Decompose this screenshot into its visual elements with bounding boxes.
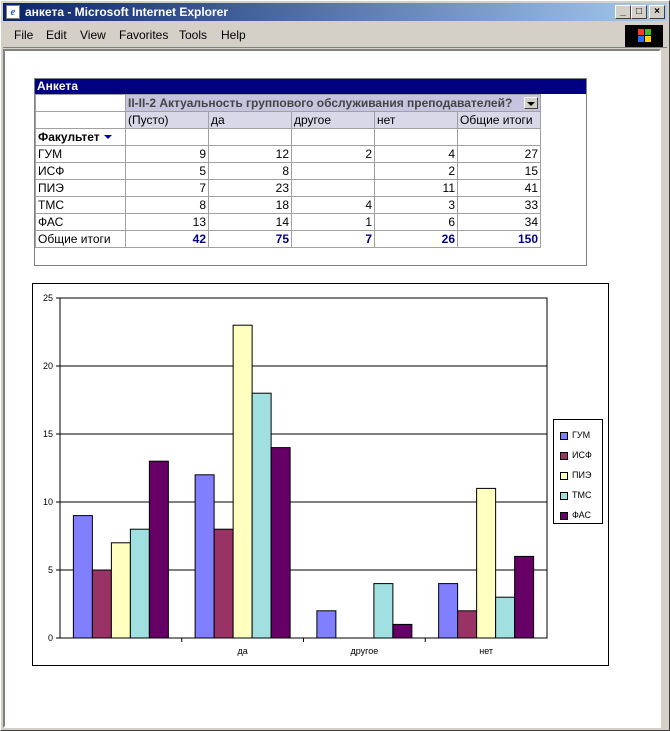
column-header: Общие итоги	[458, 112, 541, 129]
value-cell: 9	[126, 146, 209, 163]
legend-label: ФАС	[572, 510, 591, 520]
x-tick-label: другое	[350, 646, 379, 656]
table-row	[36, 163, 541, 180]
pivot-grid	[35, 94, 541, 248]
empty-cell	[292, 129, 375, 146]
legend-swatch	[560, 512, 568, 520]
value-cell: 12	[209, 146, 292, 163]
legend-swatch	[560, 492, 568, 500]
total-cell: 26	[375, 231, 458, 248]
value-cell: 7	[126, 180, 209, 197]
row-label: ИСФ	[36, 163, 126, 180]
row-label: ПИЭ	[36, 180, 126, 197]
column-header: другое	[292, 112, 375, 129]
bar	[195, 475, 214, 638]
table-row	[36, 146, 541, 163]
row-label: ТМС	[36, 197, 126, 214]
legend-swatch	[560, 452, 568, 460]
menu-favorites[interactable]: Favorites	[119, 28, 169, 42]
windows-logo-icon	[625, 25, 663, 47]
empty-cell	[458, 129, 541, 146]
value-cell: 33	[458, 197, 541, 214]
y-tick-label: 5	[47, 565, 53, 575]
value-cell: 27	[458, 146, 541, 163]
empty-cell	[126, 129, 209, 146]
menu-tools[interactable]: Tools	[179, 28, 208, 42]
value-cell	[292, 180, 375, 197]
chart	[32, 283, 609, 666]
legend-swatch	[560, 472, 568, 480]
close-button[interactable]: ×	[649, 5, 665, 19]
row-field-button[interactable]	[36, 129, 126, 146]
column-header: (Пусто)	[126, 112, 209, 129]
value-cell: 11	[375, 180, 458, 197]
totals-label: Общие итоги	[36, 231, 126, 248]
value-cell: 2	[292, 146, 375, 163]
bar	[149, 461, 168, 638]
value-cell	[292, 163, 375, 180]
bar	[271, 448, 290, 638]
chart-legend	[553, 419, 603, 524]
bar	[233, 325, 252, 638]
bar	[317, 611, 336, 638]
title-bar[interactable]	[3, 3, 667, 21]
menu-help[interactable]: Help	[221, 28, 246, 42]
y-tick-label: 20	[42, 361, 53, 371]
bar	[130, 529, 149, 638]
value-cell: 13	[126, 214, 209, 231]
bar	[374, 584, 393, 638]
y-tick-label: 10	[42, 497, 53, 507]
ie-icon: e	[6, 5, 20, 19]
value-cell: 4	[292, 197, 375, 214]
value-cell: 14	[209, 214, 292, 231]
bar	[73, 516, 92, 638]
bar	[393, 624, 412, 638]
totals-row	[36, 231, 541, 248]
bar	[111, 543, 130, 638]
pivot-table	[34, 78, 587, 266]
legend-label: ТМС	[572, 490, 592, 500]
value-cell: 3	[375, 197, 458, 214]
legend-label: ГУМ	[572, 430, 591, 440]
bar	[477, 488, 496, 638]
value-cell: 18	[209, 197, 292, 214]
bar	[458, 611, 477, 638]
x-tick-label: да	[237, 646, 248, 656]
menu-edit[interactable]: Edit	[46, 28, 67, 42]
empty-cell	[375, 129, 458, 146]
y-tick-label: 0	[47, 633, 53, 643]
table-row	[36, 197, 541, 214]
bar	[439, 584, 458, 638]
bar	[92, 570, 111, 638]
table-row	[36, 180, 541, 197]
total-cell: 75	[209, 231, 292, 248]
menu-bar	[3, 23, 667, 48]
column-field-label: II-II-2 Актуальность группового обслуживания преподавателей?	[128, 95, 513, 110]
column-field-button[interactable]	[126, 95, 541, 112]
chevron-down-icon[interactable]	[524, 97, 538, 109]
column-header: да	[209, 112, 292, 129]
header-spacer	[36, 112, 126, 129]
value-cell: 34	[458, 214, 541, 231]
window-title: анкета - Microsoft Internet Explorer	[25, 5, 229, 19]
empty-cell	[209, 129, 292, 146]
value-cell: 15	[458, 163, 541, 180]
value-cell: 8	[126, 197, 209, 214]
value-cell: 8	[209, 163, 292, 180]
value-cell: 2	[375, 163, 458, 180]
maximize-button[interactable]: □	[631, 5, 647, 19]
bar	[515, 556, 534, 638]
page-content	[3, 49, 661, 728]
y-tick-label: 15	[42, 429, 53, 439]
pivot-title: Анкета	[35, 79, 586, 94]
y-tick-label: 25	[42, 293, 53, 303]
legend-swatch	[560, 432, 568, 440]
total-cell: 42	[126, 231, 209, 248]
value-cell: 1	[292, 214, 375, 231]
bar	[214, 529, 233, 638]
total-cell: 150	[458, 231, 541, 248]
total-cell: 7	[292, 231, 375, 248]
column-header: нет	[375, 112, 458, 129]
row-label: ГУМ	[36, 146, 126, 163]
row-field-label: Факультет	[38, 129, 100, 144]
corner-cell	[36, 95, 126, 112]
value-cell: 41	[458, 180, 541, 197]
legend-label: ПИЭ	[572, 470, 592, 480]
value-cell: 4	[375, 146, 458, 163]
value-cell: 6	[375, 214, 458, 231]
bar	[252, 393, 271, 638]
value-cell: 23	[209, 180, 292, 197]
value-cell: 5	[126, 163, 209, 180]
bar	[496, 597, 515, 638]
table-row	[36, 214, 541, 231]
minimize-button[interactable]: _	[615, 5, 631, 19]
row-label: ФАС	[36, 214, 126, 231]
bar-chart	[33, 284, 608, 665]
menu-view[interactable]: View	[80, 28, 106, 42]
menu-file[interactable]: File	[14, 28, 34, 42]
x-tick-label: нет	[479, 646, 494, 656]
legend-label: ИСФ	[572, 450, 592, 460]
dropdown-arrow-icon[interactable]	[104, 135, 112, 139]
